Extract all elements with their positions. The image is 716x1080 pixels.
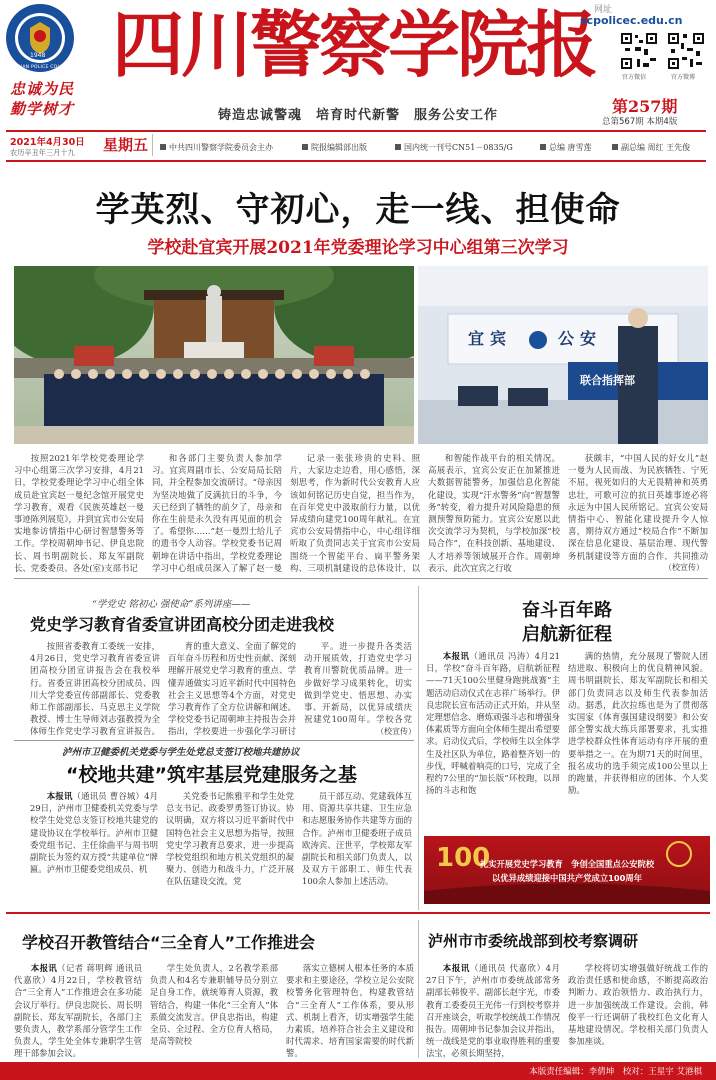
chief-editor [540,142,592,153]
motto-line-1: 忠诚为民 [10,80,75,98]
century-headline-2: 启航新征程 [522,624,612,645]
lead-col-5-text: 获颇丰，“中国人民的好女儿”赵一曼为人民而战、为民族牺牲、宁死不屈，视死如归的大无畏精神和英勇忠壮，可歌可泣的抗日英雄事迹必将永远为中国人民所铭记。宜宾公安局情指中心、智能化建设提升令人惊喜，期待双方通过“校局合作”不断加深在信息化建设、基层治理、现代警务机制建设等方面的合作，共同推动 [568,453,708,560]
tongzhan-col-2-text: 学校将切实增强做好统战工作的政治责任感和使命感，不断提高政治判断力、政治领悟力、政治执行力，进一步加强统战工作建设。会前，韩俊平一行还调研了我校红色文化育人基地建设情况。学校相关部门负责人参加座谈。 [568,963,708,1047]
sponsor-text: 中共四川警察学院委员会主办 [169,143,273,152]
century-byline: 本报讯 [442,651,470,661]
cn-number-text: 国内统一刊号CN51－0835/G [404,143,513,152]
vice-editor [612,142,690,153]
emblem-ring-text: SICHUAN POLICE COLLEGE [7,65,73,70]
sanquan-col-2-text: 学生处负责人，2名教学系部负责人和4名专兼职辅导员分别立足自身工作，就统筹育人资源，教管结合，构建一体化“三全育人”体系做交流发言。伊良忠指出，构建全员、全过程、全方位育人格局，是高等院校 [150,963,278,1047]
footer-credits: 本版责任编辑：李倩坤 校对：王星宇 艾港棋 [529,1067,702,1077]
issue-total: 总第567期 本期4版 [602,117,678,127]
coop-col-3-text: 员干部互动、党建载体互用、资源共享共建、卫生应急和志愿服务协作共建等方面的合作。泸州市卫健委班子成员欧涛宾、汪世平，学校郑友军副院长和相关部门负责人，以及双方干部职工、师生代表100余人参加上述活动。 [302,791,412,887]
photo-sign-yibin: 宜宾 [468,329,513,348]
century-col-1-text: （通讯员 冯涛）4月21日，学校“奋斗百年路，启航新征程——71天100公里健身跑挑战赛”主题活动启动仪式在志祥广场举行。伊良忠院长宣布活动正式开始，并从坚定理想信念、磨炼顽强斗志和增强身体素质等方面向全体师生提出希望要求。启动仪式后，学校师生以全体学生及社区队为单位，路着整齐划一的步伐，呼喊着响亮的口号，完成了全程约7公里的“加长版”环校跑，以昂扬的斗志和饱 [426,651,560,796]
command-center-photo [418,266,708,444]
slogan: 铸造忠诚警魂 培育时代新警 服务公安工作 [218,108,499,123]
lead-col-3 [290,452,420,572]
tongzhan-col-2 [568,962,708,1058]
issue-number: 第257期 [612,97,678,116]
vice-editor-text: 副总编 周红 王先俊 [621,143,691,152]
motto-line-2: 勤学树才 [10,100,75,118]
weekday: 星期五 [103,136,149,154]
banner-line-1: 扎实开展党史学习教育 争创全国重点公安院校 [479,859,655,869]
lecture-col-1-text: 按照省委教育工委统一安排，4月26日，党史学习教育省委宣讲团高校分团宣讲报告会在我校举行。省委宣讲团高校分团成员、四川大学党委宣传部副部长、党委教师工作部副部长、马克思主义学院教授、博士生导师刘志强教授为全体师生作党史学习教育宣讲报告。 [30,641,160,736]
party-history-banner [424,836,710,904]
footer-bar [0,1062,716,1080]
lecture-kicker: “学党史 铭初心 强使命”系列讲座—— [92,599,251,610]
sanquan-byline: 本报讯 [30,963,58,973]
tongzhan-col-1-text: （通讯员 代嘉欣）4月27日下午，泸州市市委统战部常务副部长韩俊平、副部长赵宇光，市委教育工委委员王光伟一行到校考察并召开座谈会，听取学校统战工作情况报告。周朝坤书记参加会议并指出，统一战线是党的事业取得胜利的重要法宝，必须长期坚持， [426,963,560,1058]
weibo-qr-icon[interactable] [666,31,706,71]
wechat-qr-icon[interactable] [619,31,659,71]
lecture-col-2 [168,640,296,736]
lecture-col-2-text: 育的重大意义、全面了解党的百年奋斗历程和历史性贡献、深刻理解开展党史学习教育的重点、学懂弄通做实习近平新时代中国特色社会主义思想等4个方面，对党史学习教育作了全方位讲解和阐述。学校党委书记周朝坤主持报告会并指出，学校要进一步强化学习研讨 [168,641,296,736]
lecture-author: （校宣传） [376,727,416,736]
photo-sign-gongan: 公安 [558,329,603,348]
svg-text:100: 100 [436,843,491,873]
tongzhan-col-1 [426,962,560,1058]
sponsor [160,142,273,153]
lecture-col-3-text: 平。进一步提升各类活动开展质效，打造党史学习教育川警院优质品牌。进一步做好学习成果转化，切实做到学党史、悟思想、办实事、开新局，以优异成绩庆祝建党100周年。学校各党 [304,641,412,724]
lead-col-2-text: 和各部门主要负责人参加学习。宜宾周副市长、公安局局长陪同，并全程参加交流研讨。“母亲因为坚决地做了反满抗日的斗争，今天已经到了牺牲的前夕了，母亲和你在生前是永久没有再见面的机会了。希望你……”赵一曼烈士给儿子的遗书令人动容。学校党委书记周朝坤在讲话中指出，学校党委理论学习中心组成员深入了解了赵一曼 [152,453,282,572]
tongzhan-byline: 本报讯 [442,963,470,973]
lead-col-5 [568,452,708,560]
coop-headline: “校地共建”筑牢基层党建服务之基 [66,764,357,786]
lead-col-1 [14,452,144,572]
lecture-col-1 [30,640,160,736]
chief-editor-text: 总编 唐雪莲 [549,143,592,152]
lead-col-4-text: 和智能作战平台的相关情况。高展表示，宜宾公安正在加紧推进大数据智能警务，加强信息化智能化建设，实现“汗水警务”向“智慧警务”转变，着力提升对风险隐患的预测预警预防能力。宜宾公安愿以此次交流学习为契机，与学校加深“校局合作”，在科技创新、基地建设、人才培养等领域展开合作。周朝坤表示，此次宜宾之行收 [428,453,560,572]
century-col-2-text: 满的热情，充分展现了警院人团结进取、积极向上的优良精神风貌。周书明副院长、郑友军副院长和相关部门负责同志以及师生代表参加活动。据悉，此次拉练也是为了贯彻落实国家《体育强国建设纲要》和公安部全警实战大练兵部署要求，扎实推进学校群众性体育运动有序开展的重要举措之一。在为期71天的时间里，报名成功的选手须完成100公里以上的跑量，并获得相应的团体、个人奖励。 [568,651,708,796]
lead-subhead: 学校赴宜宾开展2021年党委理论学习中心组第三次学习 [147,238,569,258]
lead-col-3-text: 记录一张张珍贵的史料、照片，大家边走边看，用心感悟，深刻思考，作为新时代公安教育人应该如何铭记历史自觉，担当作为，在百年党史中汲取前行力量，以优异成绩向建党100周年献礼。在宜宾市公安局情指中心，中心组详细听取了负责同志关于宜宾市公安局围绕一个智能平台、扁平警务架构、三项机制建设的总体设计，以 [290,453,420,572]
century-headline-1: 奋斗百年路 [522,600,612,621]
banner-line-2: 以优异成绩迎接中国共产党成立100周年 [491,873,643,883]
publisher [302,142,367,153]
sanquan-col-1-text: （记者 蒋明辉 通讯员 代嘉欣）4月22日，学校教管结合“三全育人”工作推进会在多功能会议厅举行。伊良忠院长、周长明副院长、郑友军副院长，各部门主要负责人，教学系部分管学生工作负责人，学生处全体专兼职学生管理干部参加会议。 [14,963,142,1058]
coop-col-1 [30,790,158,902]
lead-col-4 [428,452,560,572]
tongzhan-headline: 泸州市市委统战部到校考察调研 [428,932,639,950]
college-emblem-icon [4,2,76,74]
sanquan-col-1 [14,962,142,1058]
website-url[interactable]: scpolicec.edu.cn [580,14,683,27]
photo-sign-command: 联合指挥部 [580,374,635,387]
lecture-headline: 党史学习教育省委宣讲团高校分团走进我校 [30,615,335,634]
lead-col-2 [152,452,282,572]
sanquan-col-3-text: 落实立德树人根本任务的本质要求和主要途径，学校立足公安院校警务化管理特色，构建教管结合“三全育人”工作体系，要从形式、机制上看齐，切实增强学生能力素质，培养符合社会主义建设和时代需求、培育国家需要的时代新警。 [286,963,414,1058]
publisher-text: 院报编辑部出版 [311,143,367,152]
century-col-1 [426,650,560,826]
emblem-year: 1948 [30,52,46,59]
coop-col-1-text: （通讯员 曹谷城）4月29日，泸州市卫健委机关党委与学校学生处党总支签订校地共建党的建设协议在学校举行。泸州市卫健委党组书记、主任徐曲平与周书明副院长为签约双方授“共建单位”牌匾。泸州市卫健委党组成员、机 [30,791,158,875]
lead-headline: 学英烈、守初心，走一线、担使命 [95,190,621,230]
coop-col-2-text: 关党委书记熊雅平和学生处党总支书记、政委罗勇签订协议。协议明确，双方将以习近平新时代中国特色社会主义思想为指导，按照党史学习教育总要求，进一步提高学校党组织和地方机关党组织的凝聚力、创造力和战斗力，广泛开展在队伍建设交流，党 [166,791,294,887]
site-label: 网址 [594,5,613,15]
coop-col-3 [302,790,412,902]
sanquan-col-3 [286,962,414,1058]
lead-col-1-text: 按照2021年学校党委理论学习中心组第三次学习安排，4月21日，学校党委理论学习中心组全体成员赴宜宾赵一曼纪念馆开展党史学习教育，观看《民族英雄赵一曼事迹陈列展览》，并到宜宾市公安局实地参访情指中心研讨智慧警务等工作。学校周朝坤书记、伊良忠院长、周书明副院长、郑友军副院长、党委委员、各处(室)支部书记 [14,453,144,572]
wechat-qr-label: 官方微信 [622,74,647,81]
coop-byline: 本报讯 [46,791,73,801]
lead-author: （校宣传） [664,563,704,572]
weibo-qr-label: 官方微博 [671,74,696,81]
sanquan-col-2 [150,962,278,1058]
sanquan-headline: 学校召开教管结合“三全育人”工作推进会 [22,933,316,952]
newspaper-title: 四川警察学院报 [112,2,596,87]
coop-col-2 [166,790,294,902]
century-col-2 [568,650,708,826]
issue-date: 2021年4月30日 [10,137,85,148]
group-photo-monument [14,266,414,444]
cn-number [395,142,513,153]
lecture-col-3 [304,640,412,724]
coop-kicker: 泸州市卫健委机关党委与学生处党总支签订校地共建协议 [62,747,300,758]
lunar-date: 农历辛丑年三月十九 [10,148,75,157]
